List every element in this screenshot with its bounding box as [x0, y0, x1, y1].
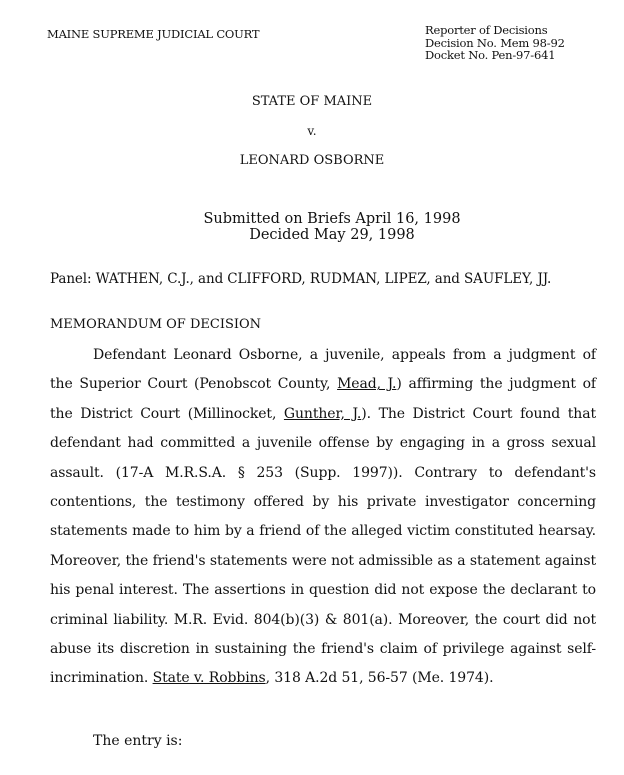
submitted-date: Submitted on Briefs April 16, 1998	[203, 211, 461, 227]
entry-label: The entry is:	[93, 733, 183, 749]
reporter-block	[425, 24, 565, 62]
judge-citation-gunther: Gunther, J.	[283, 405, 362, 422]
versus: v.	[307, 124, 317, 138]
defendant-name: LEONARD OSBORNE	[239, 153, 385, 168]
decision-body	[50, 341, 596, 694]
panel-judges: Panel: WATHEN, C.J., and CLIFFORD, RUDMAN, LIPEZ, and SAUFLEY, JJ.	[50, 271, 552, 287]
decision-number: Decision No. Mem 98-92	[425, 35, 565, 50]
judge-citation-mead: Mead, J.	[337, 376, 397, 393]
court-name: MAINE SUPREME JUDICIAL COURT	[47, 27, 260, 41]
decided-date: Decided May 29, 1998	[249, 226, 415, 243]
decision-paragraph	[50, 341, 596, 694]
body-text-3: ). The District Court found that defendant had committed a juvenile offense by engaging in a gross sexual assault. (17-A M.R.S.A. § 253 (Supp. 1997)). Contrary to defendant's contentions, the testimony offered by his private investigator concerning statements made to him by a friend of the alleged victim constituted hearsay. Moreover, the friend's statements were not admissible as a statement against his penal interest. The assertions in question did not expose the declarant to criminal liability. M.R. Evid. 804(b)(3) & 801(a). Moreover, the court did not abuse its discretion in sustaining the friend's claim of privilege against self-incrimination.	[50, 405, 596, 687]
docket-number: Docket No. Pen-97-641	[425, 48, 556, 62]
body-text-4: , 318 A.2d 51, 56-57 (Me. 1974).	[265, 670, 494, 687]
plaintiff-name: STATE OF MAINE	[251, 94, 373, 109]
body-text-1: Defendant Leonard Osborne, a juvenile, appeals from a judgment of the Superior Court (Penobscot County,	[50, 347, 596, 393]
case-dates	[20, 212, 624, 243]
section-heading: MEMORANDUM OF DECISION	[50, 317, 262, 332]
case-citation: State v. Robbins	[152, 670, 266, 687]
reporter-of-decisions: Reporter of Decisions	[425, 23, 548, 37]
body-text-2: ) affirming the judgment of the District Court (Millinocket,	[50, 376, 596, 422]
